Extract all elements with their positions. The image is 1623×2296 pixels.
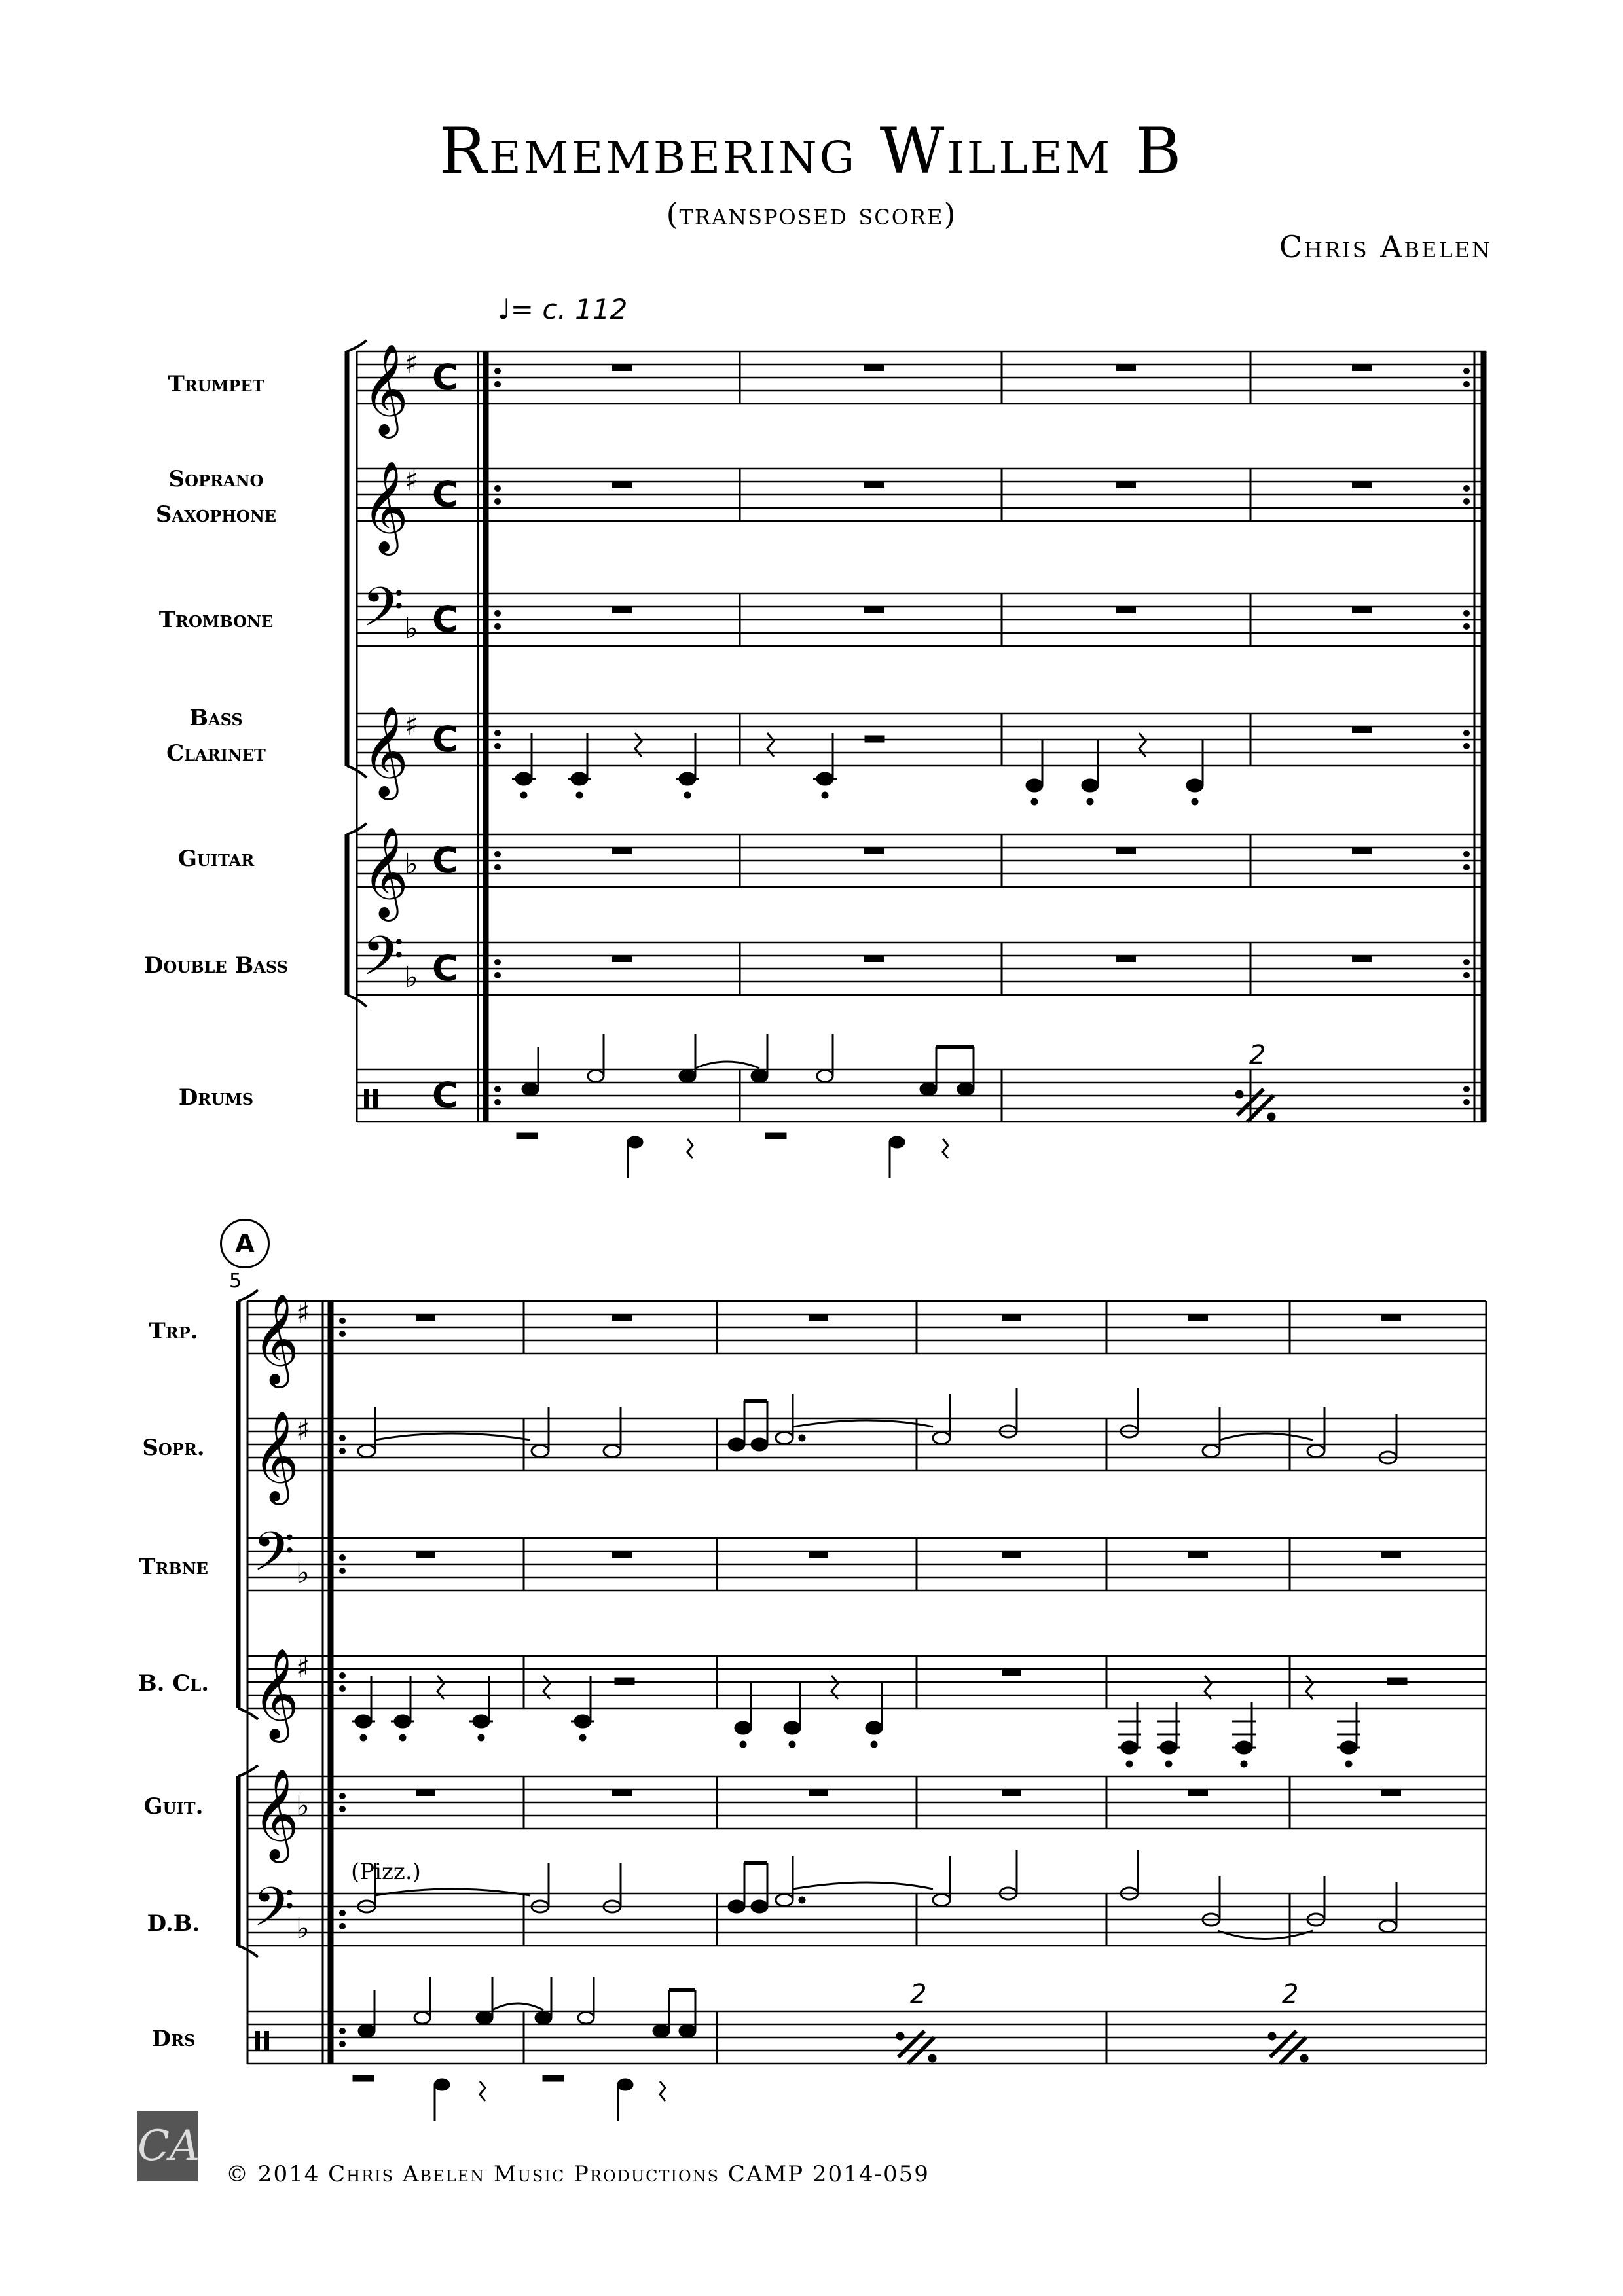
- svg-text:♭: ♭: [405, 961, 418, 994]
- instrument-label-trumpet: Trumpet: [168, 371, 264, 397]
- instrument-label-trbne: Trbne: [139, 1554, 208, 1580]
- svg-text:♭: ♭: [296, 1789, 310, 1823]
- instrument-label-guit: Guit.: [143, 1793, 204, 1820]
- svg-text:𝄞: 𝄞: [362, 706, 409, 797]
- instrument-label-trombone: Trombone: [158, 607, 274, 633]
- score-title: Remembering Willem B: [439, 115, 1184, 188]
- repeat-count-system2-first: 2: [910, 1979, 927, 2009]
- tempo-marking: ♩= c. 112: [498, 293, 628, 325]
- svg-text:♭: ♭: [405, 848, 418, 881]
- svg-text:𝄞: 𝄞: [253, 1768, 299, 1859]
- svg-text:♯: ♯: [405, 347, 419, 380]
- instrument-label-guitar: Guitar: [177, 846, 255, 872]
- svg-text:♯: ♯: [405, 709, 419, 742]
- svg-text:𝄞: 𝄞: [253, 1410, 299, 1501]
- svg-text:𝄢: 𝄢: [362, 924, 405, 1001]
- score-subtitle: (transposed score): [666, 196, 957, 232]
- instrument-label-bass-clarinet: Bass Clarinet: [166, 705, 266, 767]
- svg-text:𝄢: 𝄢: [253, 1520, 295, 1596]
- measure-number: 5: [229, 1270, 242, 1293]
- svg-text:𝄞: 𝄞: [362, 344, 409, 435]
- instrument-label-drums: Drums: [178, 1085, 254, 1111]
- svg-text:C: C: [432, 719, 458, 760]
- svg-text:♭: ♭: [405, 612, 418, 645]
- svg-text:𝄞: 𝄞: [362, 461, 409, 552]
- svg-text:♯: ♯: [405, 464, 419, 497]
- instrument-label-sopr: Sopr.: [142, 1435, 205, 1461]
- pizz-marking: (Pizz.): [351, 1859, 421, 1885]
- svg-text:C: C: [432, 1075, 458, 1116]
- svg-text:𝄢: 𝄢: [253, 1875, 295, 1952]
- svg-text:C: C: [432, 357, 458, 398]
- instrument-label-soprano-sax: Soprano Saxophone: [155, 466, 277, 528]
- instrument-label-bcl: B. Cl.: [137, 1670, 210, 1696]
- svg-text:C: C: [432, 948, 458, 989]
- rehearsal-mark-a: A: [220, 1219, 270, 1268]
- svg-text:♭: ♭: [296, 1556, 310, 1590]
- svg-text:C: C: [432, 474, 458, 515]
- publisher-logo: CA: [137, 2111, 198, 2181]
- svg-text:C: C: [432, 840, 458, 881]
- svg-text:♯: ♯: [296, 1651, 310, 1685]
- composer-name: Chris Abelen: [1279, 229, 1492, 264]
- svg-text:𝄢: 𝄢: [362, 575, 405, 652]
- svg-text:C: C: [432, 599, 458, 640]
- instrument-label-trp: Trp.: [149, 1318, 198, 1344]
- svg-text:♯: ♯: [296, 1414, 310, 1447]
- repeat-count-system2-second: 2: [1282, 1979, 1299, 2009]
- instrument-label-db: D.B.: [147, 1910, 200, 1937]
- instrument-label-double-bass: Double Bass: [143, 952, 289, 978]
- repeat-count-system1: 2: [1249, 1040, 1266, 1070]
- instrument-label-drs: Drs: [151, 2026, 196, 2052]
- svg-text:𝄞: 𝄞: [362, 827, 409, 918]
- svg-text:𝄞: 𝄞: [253, 1293, 299, 1384]
- svg-text:♯: ♯: [296, 1297, 310, 1330]
- copyright-notice: © 2014 Chris Abelen Music Productions CAMP 2014-059: [226, 2161, 930, 2187]
- svg-text:𝄞: 𝄞: [253, 1648, 299, 1739]
- svg-text:♭: ♭: [296, 1912, 310, 1945]
